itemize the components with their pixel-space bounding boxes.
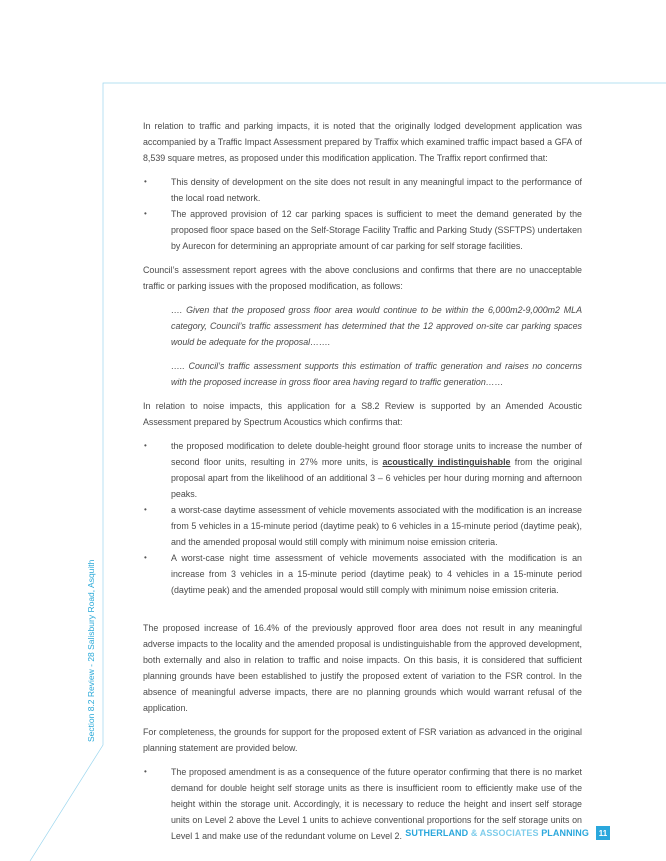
list-item: • a worst-case daytime assessment of vehicle movements associated with the modification is an increase from 5 vehicles in a 15-minute period (daytime peak) to 6 vehicles in a 15-minute period (daytime peak), and the amended proposal would still comply with minimum noise emission criteria.	[143, 502, 582, 550]
paragraph-traffic-intro: In relation to traffic and parking impacts, it is noted that the originally lodged development application was accompanied by a Traffic Impact Assessment prepared by Traffix which examined traffic impact based a GFA of 8,539 square metres, as proposed under this modification application. The Traffix report confirmed that:	[143, 121, 582, 163]
section-side-label: Section 8.2 Review - 28 Salisbury Road, Asquith	[86, 559, 96, 742]
quote-council-traffic-1: …. Given that the proposed gross floor area would continue to be within the 6,000m2-9,000m2 MLA category, Council’s traffic assessment has determined that the 12 approved on-site car parking spaces would be adequate for the proposal…….	[171, 305, 582, 347]
emphasis-underline: acoustically indistinguishable	[382, 457, 511, 467]
text-fragment: the proposed modification to delete double-height ground floor storage units to increase the number of second floor units, resulting in 27% more units, is	[171, 441, 582, 467]
acoustic-findings-list	[143, 438, 582, 598]
brand-word-planning: PLANNING	[541, 828, 589, 838]
list-item: • A worst-case night time assessment of vehicle movements associated with the modification is an increase from 3 vehicles in a 15-minute period (daytime peak) to 4 vehicles in a 15-minute period (daytime peak) and the amended proposal would still comply with minimum noise emission criteria.	[143, 550, 582, 598]
paragraph-completeness: For completeness, the grounds for support for the proposed extent of FSR variation as advanced in the original planning statement are provided below.	[143, 727, 582, 753]
spacer	[143, 606, 582, 620]
brand-word-sutherland: SUTHERLAND	[405, 828, 469, 838]
page-number: 11	[596, 826, 610, 840]
list-item	[143, 438, 582, 502]
traffix-findings-list	[143, 174, 582, 254]
paragraph-noise-intro: In relation to noise impacts, this application for a S8.2 Review is supported by an Amended Acoustic Assessment prepared by Spectrum Acoustics which confirms that:	[143, 401, 582, 427]
brand-word-associates: & ASSOCIATES	[470, 828, 539, 838]
list-item: • This density of development on the site does not result in any meaningful impact to the performance of the local road network.	[143, 174, 582, 206]
page-footer	[405, 826, 610, 840]
quote-council-traffic-2: ….. Council’s traffic assessment supports this estimation of traffic generation and raises no concerns with the proposed increase in gross floor area having regard to traffic generation……	[171, 361, 582, 387]
main-content	[143, 118, 582, 852]
paragraph-floor-area-conclusion: The proposed increase of 16.4% of the previously approved floor area does not result in any meaningful adverse impacts to the locality and the amended proposal is undistinguishable from the approved development, both externally and also in relation to traffic and noise impacts. On this basis, it is considered that sufficient planning grounds have been established to justify the proposed extent of variation to the FSR control. In the absence of meaningful adverse impacts, there are no planning grounds which would warrant refusal of the application.	[143, 623, 582, 713]
brand-logo	[405, 828, 589, 838]
text-fragment: from the original proposal apart from the likelihood of an additional 3 – 6 vehicles per hour during morning and afternoon peaks.	[171, 457, 582, 499]
list-item: • The approved provision of 12 car parking spaces is sufficient to meet the demand generated by the proposed floor space based on the Self-Storage Facility Traffic and Parking Study (SSFTPS) undertaken by Aurecon for determining an appropriate amount of car parking for self storage facilities.	[143, 206, 582, 254]
list-item: • The proposed amendment is as a consequence of the future operator confirming that there is no market demand for double height self storage units as there is insufficient room to efficiently make use of the height within the storage unit. Accordingly, it is necessary to reduce the height and insert self storage units on Level 2 above the Level 1 units to achieve conventional proportions for the self storage units on Level 1 and make use of the redundant volume on Level 2.	[143, 764, 582, 844]
paragraph-council-assessment: Council’s assessment report agrees with the above conclusions and confirms that there are no unacceptable traffic or parking issues with the proposed modification, as follows:	[143, 265, 582, 291]
